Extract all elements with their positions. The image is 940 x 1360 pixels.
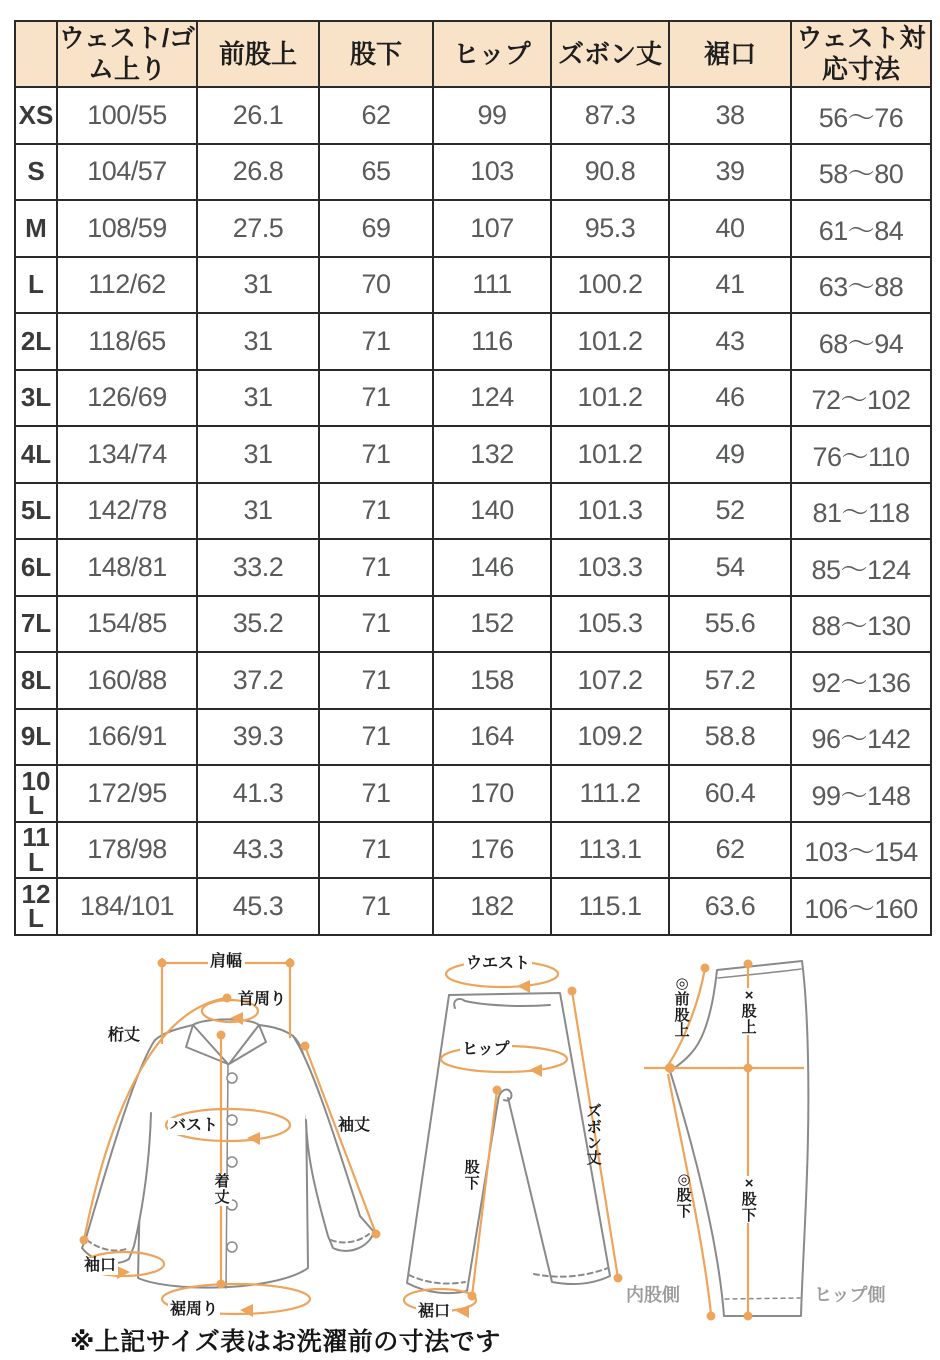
cell: 116 xyxy=(433,313,551,370)
cell: 85～124 xyxy=(791,539,931,596)
row-size-label: 11L xyxy=(15,822,57,879)
cell: 71 xyxy=(319,313,433,370)
table-row xyxy=(15,539,931,596)
shirt-bust-label: バスト xyxy=(170,1117,219,1134)
col-header-inseam: 股下 xyxy=(319,21,433,87)
cell: 101.2 xyxy=(551,313,669,370)
shirt-length-label: 着丈 xyxy=(212,1174,232,1206)
pattern-inseam-b-label: ×股下 xyxy=(739,1176,759,1223)
cell: 106～160 xyxy=(791,878,931,935)
cell: 58～80 xyxy=(791,144,931,201)
cell: 31 xyxy=(197,257,319,314)
cell: 99 xyxy=(433,87,551,144)
cell: 71 xyxy=(319,822,433,879)
cell: 88～130 xyxy=(791,596,931,653)
cell: 166/91 xyxy=(57,709,197,766)
row-size-label: 8L xyxy=(15,652,57,709)
cell: 68～94 xyxy=(791,313,931,370)
cell: 70 xyxy=(319,257,433,314)
shirt-sleeve-label: 袖丈 xyxy=(338,1117,371,1134)
row-size-label: 4L xyxy=(15,426,57,483)
table-row xyxy=(15,596,931,653)
row-size-label: 6L xyxy=(15,539,57,596)
cell: 176 xyxy=(433,822,551,879)
cell: 38 xyxy=(669,87,791,144)
cell: 92～136 xyxy=(791,652,931,709)
row-size-label: 10L xyxy=(15,765,57,822)
cell: 115.1 xyxy=(551,878,669,935)
cell: 134/74 xyxy=(57,426,197,483)
cell: 164 xyxy=(433,709,551,766)
cell: 101.3 xyxy=(551,483,669,540)
pattern-hip-side-label: ヒップ側 xyxy=(814,1285,886,1305)
row-size-label: 2L xyxy=(15,313,57,370)
cell: 26.8 xyxy=(197,144,319,201)
cell: 152 xyxy=(433,596,551,653)
cell: 95.3 xyxy=(551,200,669,257)
table-row xyxy=(15,709,931,766)
cell: 71 xyxy=(319,709,433,766)
col-header-waist-range: ウェスト対応寸法 xyxy=(791,21,931,87)
cell: 111.2 xyxy=(551,765,669,822)
table-row xyxy=(15,370,931,427)
row-size-label: L xyxy=(15,257,57,314)
cell: 90.8 xyxy=(551,144,669,201)
row-size-label: M xyxy=(15,200,57,257)
cell: 31 xyxy=(197,426,319,483)
pattern-inseam-a-label: ◎股下 xyxy=(676,1171,692,1220)
cell: 184/101 xyxy=(57,878,197,935)
cell: 71 xyxy=(319,596,433,653)
pattern-rise-label: ×股上 xyxy=(739,988,759,1035)
row-size-label: 7L xyxy=(15,596,57,653)
shirt-neck-label: 首周り xyxy=(238,991,287,1008)
cell: 107 xyxy=(433,200,551,257)
cell: 37.2 xyxy=(197,652,319,709)
pants-waist-label: ウエスト xyxy=(466,955,531,972)
cell: 43.3 xyxy=(197,822,319,879)
cell: 71 xyxy=(319,652,433,709)
cell: 27.5 xyxy=(197,200,319,257)
pants-inseam-label: 股下 xyxy=(462,1160,482,1192)
table-row xyxy=(15,257,931,314)
table-row xyxy=(15,144,931,201)
cell: 71 xyxy=(319,426,433,483)
cell: 26.1 xyxy=(197,87,319,144)
cell: 146 xyxy=(433,539,551,596)
cell: 182 xyxy=(433,878,551,935)
row-size-label: 9L xyxy=(15,709,57,766)
row-size-label: 12L xyxy=(15,878,57,935)
size-table-body xyxy=(15,87,931,935)
cell: 148/81 xyxy=(57,539,197,596)
cell: 105.3 xyxy=(551,596,669,653)
cell: 142/78 xyxy=(57,483,197,540)
cell: 71 xyxy=(319,483,433,540)
cell: 43 xyxy=(669,313,791,370)
cell: 41 xyxy=(669,257,791,314)
cell: 49 xyxy=(669,426,791,483)
pattern-diagram xyxy=(618,948,940,1330)
cell: 46 xyxy=(669,370,791,427)
cell: 111 xyxy=(433,257,551,314)
cell: 107.2 xyxy=(551,652,669,709)
col-header-pants-length: ズボン丈 xyxy=(551,21,669,87)
table-row xyxy=(15,313,931,370)
cell: 71 xyxy=(319,370,433,427)
cell: 71 xyxy=(319,765,433,822)
cell: 57.2 xyxy=(669,652,791,709)
cell: 39 xyxy=(669,144,791,201)
cell: 132 xyxy=(433,426,551,483)
cell: 104/57 xyxy=(57,144,197,201)
col-header-hip: ヒップ xyxy=(433,21,551,87)
row-size-label: S xyxy=(15,144,57,201)
cell: 99～148 xyxy=(791,765,931,822)
cell: 178/98 xyxy=(57,822,197,879)
row-size-label: XS xyxy=(15,87,57,144)
cell: 101.2 xyxy=(551,426,669,483)
cell: 61～84 xyxy=(791,200,931,257)
table-row xyxy=(15,87,931,144)
pants-hip-label: ヒップ xyxy=(462,1041,510,1058)
cell: 62 xyxy=(319,87,433,144)
row-size-label: 5L xyxy=(15,483,57,540)
cell: 103.3 xyxy=(551,539,669,596)
pattern-front-rise-label: ◎前股上 xyxy=(674,975,690,1040)
cell: 63～88 xyxy=(791,257,931,314)
cell: 170 xyxy=(433,765,551,822)
cell: 58.8 xyxy=(669,709,791,766)
header-row xyxy=(15,21,931,87)
pants-length-label: ズボン丈 xyxy=(586,1103,602,1168)
cell: 45.3 xyxy=(197,878,319,935)
table-row xyxy=(15,200,931,257)
cell: 62 xyxy=(669,822,791,879)
cell: 31 xyxy=(197,483,319,540)
cell: 172/95 xyxy=(57,765,197,822)
cell: 100/55 xyxy=(57,87,197,144)
table-row xyxy=(15,652,931,709)
cell: 160/88 xyxy=(57,652,197,709)
cell: 72～102 xyxy=(791,370,931,427)
cell: 41.3 xyxy=(197,765,319,822)
shirt-shoulder-label: 肩幅 xyxy=(210,953,243,970)
pattern-inner-side-label: 内股側 xyxy=(626,1285,680,1305)
table-row xyxy=(15,822,931,879)
cell: 65 xyxy=(319,144,433,201)
cell: 113.1 xyxy=(551,822,669,879)
pattern-diagram-art xyxy=(618,948,940,1330)
cell: 140 xyxy=(433,483,551,540)
cell: 54 xyxy=(669,539,791,596)
cell: 87.3 xyxy=(551,87,669,144)
cell: 63.6 xyxy=(669,878,791,935)
cell: 52 xyxy=(669,483,791,540)
cell: 154/85 xyxy=(57,596,197,653)
table-row xyxy=(15,483,931,540)
cell: 118/65 xyxy=(57,313,197,370)
pre-wash-note: ※上記サイズ表はお洗濯前の寸法です xyxy=(70,1328,501,1356)
size-table xyxy=(14,20,932,936)
cell: 33.2 xyxy=(197,539,319,596)
cell: 69 xyxy=(319,200,433,257)
cell: 39.3 xyxy=(197,709,319,766)
cell: 101.2 xyxy=(551,370,669,427)
cell: 31 xyxy=(197,313,319,370)
cell: 56～76 xyxy=(791,87,931,144)
cell: 100.2 xyxy=(551,257,669,314)
col-header-hem: 裾口 xyxy=(669,21,791,87)
cell: 126/69 xyxy=(57,370,197,427)
cell: 71 xyxy=(319,878,433,935)
table-row xyxy=(15,426,931,483)
cell: 103 xyxy=(433,144,551,201)
cell: 55.6 xyxy=(669,596,791,653)
pants-hem-label: 裾口 xyxy=(418,1303,451,1320)
shirt-hem-round-label: 裾周り xyxy=(170,1301,219,1318)
corner-cell xyxy=(15,21,57,87)
cell: 103～154 xyxy=(791,822,931,879)
cell: 109.2 xyxy=(551,709,669,766)
cell: 96～142 xyxy=(791,709,931,766)
cell: 81～118 xyxy=(791,483,931,540)
shirt-cuff-label: 袖口 xyxy=(84,1257,117,1274)
cell: 112/62 xyxy=(57,257,197,314)
cell: 60.4 xyxy=(669,765,791,822)
cell: 76～110 xyxy=(791,426,931,483)
col-header-waist-elastic: ウェスト/ゴム上り xyxy=(57,21,197,87)
size-table-header xyxy=(15,21,931,87)
col-header-front-rise: 前股上 xyxy=(197,21,319,87)
cell: 40 xyxy=(669,200,791,257)
shirt-diagram xyxy=(40,948,400,1330)
cell: 31 xyxy=(197,370,319,427)
measurement-diagrams xyxy=(0,948,940,1330)
table-row xyxy=(15,765,931,822)
cell: 124 xyxy=(433,370,551,427)
table-row xyxy=(15,878,931,935)
cell: 35.2 xyxy=(197,596,319,653)
cell: 71 xyxy=(319,539,433,596)
cell: 158 xyxy=(433,652,551,709)
shirt-yuki-label: 桁丈 xyxy=(108,1027,141,1044)
row-size-label: 3L xyxy=(15,370,57,427)
cell: 108/59 xyxy=(57,200,197,257)
